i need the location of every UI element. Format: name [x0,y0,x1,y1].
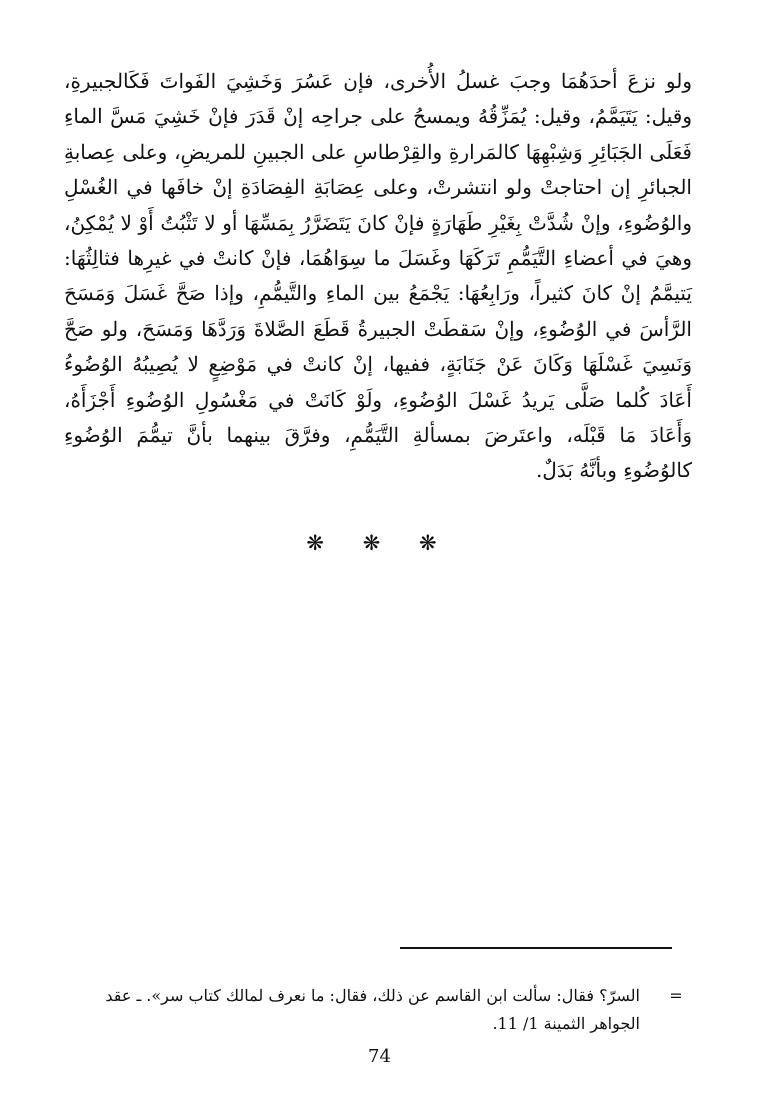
page-number: 74 [368,1046,391,1067]
main-text-paragraph: ولو نزعَ أحدَهُمَا وجبَ غسلُ الأُخرى، فإن عَسُرَ وَخَشِيَ الفَواتَ فَكَالجبيرةِ، وقيل: يَتَيَمَّمُ، وقيل: يُمَزِّقُهُ ويمسحُ على جراحِه إنْ قَدَرَ فإنْ خَشِيَ مَسَّ الماءِ فَعَلَى الجَبَائِرِ وَشِبْهِهَا كالمَرارةِ والقِرْطاسِ على الجبينِ للمريضِ، وعلى عِصابةِ الجبائرِ إن احتاجتْ ولو انتشرتْ، وعلى عِصَابَةِ الفِصَادَةِ إنْ خافَها في الغُسْلِ والوُضُوءِ، وإنْ شُدَّتْ بِغَيْرِ طَهَارَةٍ فإنْ كانَ يَتَضَرَّرُ بِمَسِّهَا أو لا تَثْبُتُ أَوْ لا يُمْكِنُ، وهيَ في أعضاءِ التَّيَمُّمِ تَرَكَهَا وغَسَلَ ما سِوَاهُمَا، فإنْ كانتْ في غيرِها فثالِثُهَا: يَتيمَّمُ إنْ كانَ كثيراً، ورَابِعُهَا: يَجْمَعُ بين الماءِ والتَّيمُّمِ، وإذا صَحَّ غَسَلَ وَمَسَحَ الرَّأسَ في الوُضُوءِ، وإنْ سَقطَتْ الجبيرةُ قَطَعَ الصَّلاةَ وَرَدَّهَا وَمَسَحَ، ولو صَحَّ وَنَسِيَ غَسْلَهَا وَكَانَ عَنْ جَنَابَةٍ، ففيها، إنْ كانتْ في مَوْضِعٍ لا يُصِيبُهُ الوُضُوءُ أَعَادَ كُلما صَلَّى يَريدُ غَسْلَ الوُضُوءِ، ولَوْ كَانَتْ في مَغْسُولِ الوُضُوءِ أَجْزَأَهُ، وَأَعَادَ مَا قَبْلَه، واعتَرضَ بمسألةِ التَّيَمُّمِ، وفرَّقَ بينهما بأنَّ تيمُّمَ الوُضُوءِ كالوُضُوءِ وبأنَّهُ بَدَلٌ. [64,69,692,483]
footnote-divider [400,947,672,949]
section-separator: ❋ ❋ ❋ [306,531,453,555]
footnote-text: السرّ؟ فقال: سألت ابن القاسم عن ذلك، فقال: ما نعرف لمالك كتاب سر». ـ عقد الجواهر الثمينة 1/ 11. [105,986,640,1033]
footnote-continuation-mark: = [669,986,683,1005]
